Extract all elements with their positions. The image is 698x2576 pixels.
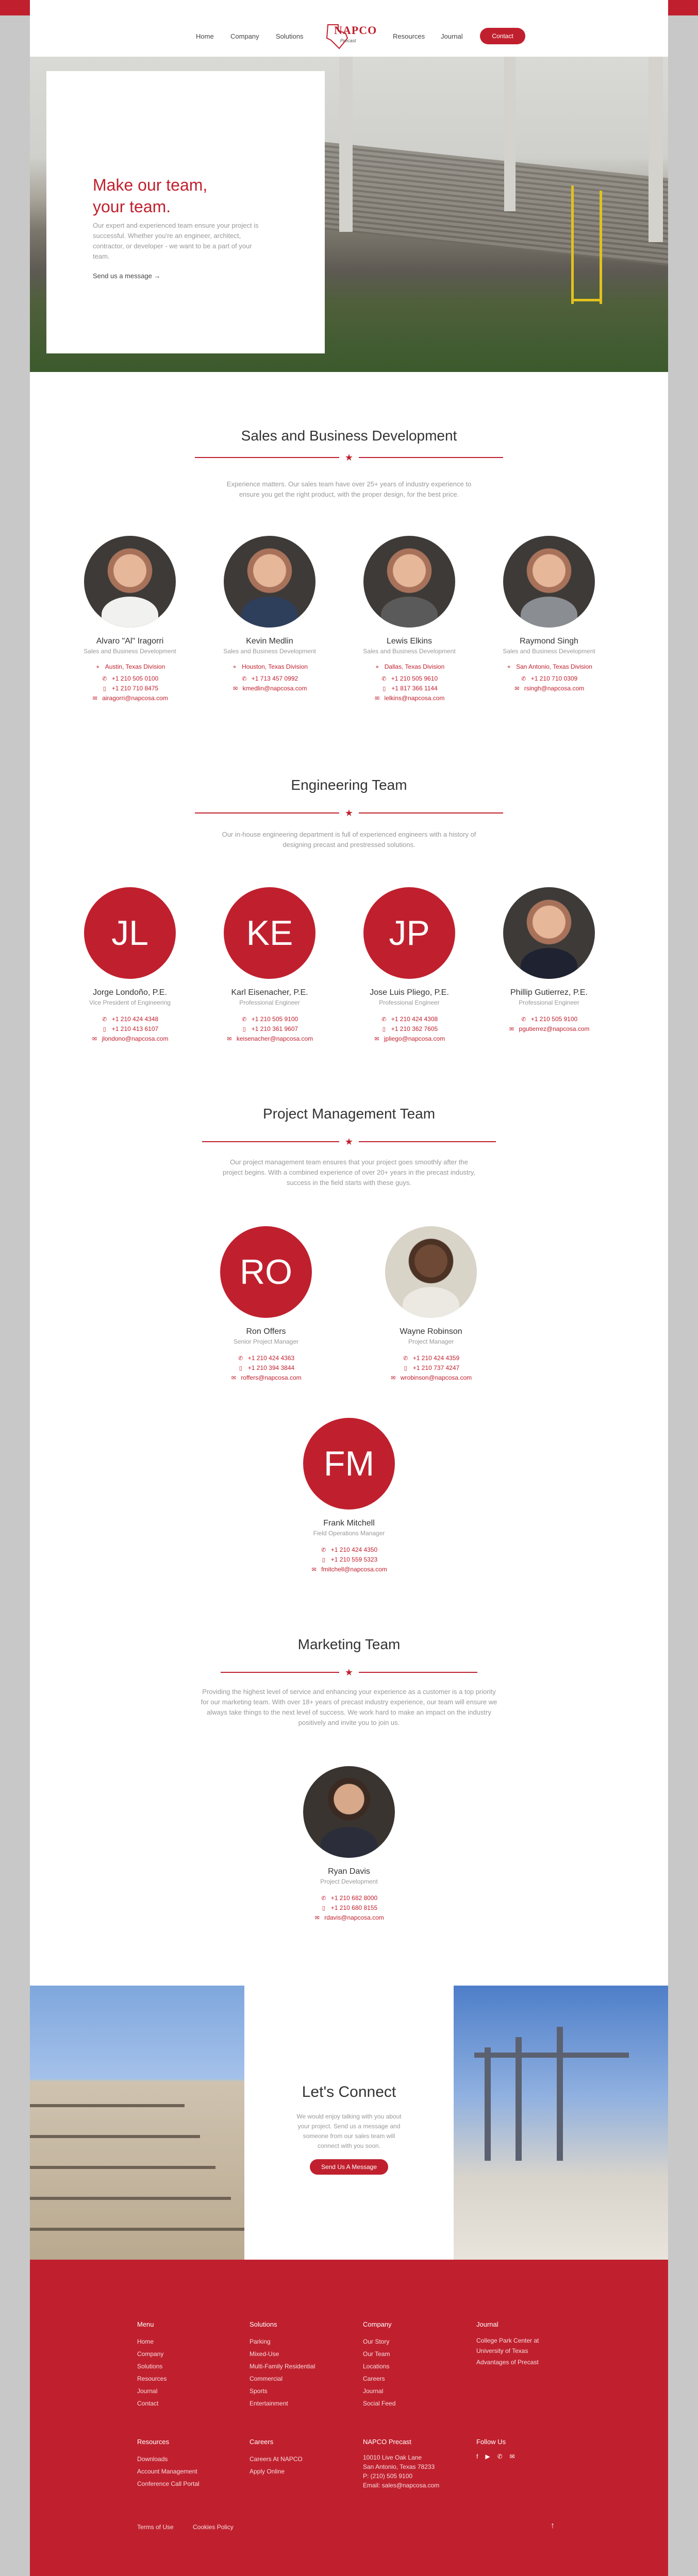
stadium-pillar	[649, 57, 663, 242]
member-name: Jose Luis Pliego, P.E.	[370, 988, 449, 997]
footer-company	[363, 2320, 395, 2410]
email-text[interactable]: keisenacher@napcosa.com	[236, 1035, 313, 1042]
footer-link[interactable]: Our Story	[363, 2338, 390, 2345]
email-icon: ✉	[231, 1375, 236, 1381]
section-divider	[202, 1137, 496, 1147]
email-icon: ✉	[232, 686, 238, 692]
logo-subtext: Precast	[340, 38, 356, 43]
email-icon: ✉	[227, 1036, 232, 1042]
member-email	[71, 1034, 189, 1044]
member-photo	[84, 536, 176, 628]
email-text[interactable]: jlondono@napcosa.com	[102, 1035, 169, 1042]
member-role: Senior Project Manager	[233, 1338, 299, 1345]
footer-link[interactable]: Company	[137, 2350, 164, 2358]
footer-follow	[476, 2438, 515, 2460]
member-phone	[490, 1014, 608, 1024]
member-name: Ryan Davis	[328, 1867, 370, 1876]
mobile-icon: ▯	[239, 1365, 242, 1371]
phone-icon: ✆	[381, 676, 387, 682]
logo-text: NAPCO	[334, 24, 377, 37]
member-email	[207, 1373, 325, 1383]
member-role: Professional Engineer	[379, 999, 440, 1006]
mobile-text[interactable]: +1 210 394 3844	[247, 1364, 295, 1371]
marketing-title: Marketing Team	[297, 1636, 401, 1652]
team-member	[71, 887, 189, 1044]
mobile-icon: ▯	[242, 1026, 246, 1032]
footer-journal	[476, 2320, 559, 2368]
footer-link[interactable]: Journal	[137, 2387, 158, 2395]
member-email	[350, 1034, 469, 1044]
nav-journal[interactable]: Journal	[441, 32, 463, 40]
phone-icon: ✆	[102, 1016, 107, 1023]
member-mobile	[350, 1024, 469, 1034]
member-mobile	[210, 1024, 329, 1034]
footer-link[interactable]: Apply Online	[250, 2468, 285, 2475]
footer-link[interactable]: Entertainment	[250, 2400, 288, 2407]
mobile-icon: ▯	[103, 686, 106, 692]
cookies-link[interactable]: Cookies Policy	[193, 2523, 234, 2531]
team-member	[71, 536, 189, 703]
youtube-icon[interactable]: ▶	[485, 2453, 490, 2460]
email-text[interactable]: rdavis@napcosa.com	[324, 1914, 384, 1921]
email-icon: ✉	[374, 1036, 379, 1042]
email-text[interactable]: pgutierrez@napcosa.com	[519, 1025, 590, 1032]
team-member	[290, 1418, 408, 1574]
member-email	[490, 1024, 608, 1034]
member-mobile	[350, 684, 469, 693]
hero-card	[46, 71, 325, 353]
phone-icon: ✆	[521, 1016, 526, 1023]
phone-text[interactable]: +1 210 505 9100	[251, 1015, 298, 1023]
member-email	[290, 1913, 408, 1923]
footer-link[interactable]: Careers	[363, 2375, 385, 2382]
phone-icon: ✆	[381, 1016, 387, 1023]
footer-link[interactable]: Advantages of Precast	[476, 2359, 539, 2366]
footer-careers	[250, 2438, 303, 2478]
member-role: Project Manager	[408, 1338, 454, 1345]
texas-star-icon: ★	[344, 1667, 354, 1677]
member-initials-avatar: JP	[363, 887, 455, 979]
mobile-icon: ▯	[382, 1026, 386, 1032]
mobile-icon: ▯	[383, 686, 386, 692]
phone-icon: ✆	[242, 676, 247, 682]
location-text[interactable]: San Antonio, Texas Division	[516, 663, 592, 670]
member-mobile	[207, 1363, 325, 1373]
email-icon[interactable]: ✉	[509, 2453, 515, 2460]
send-message-link[interactable]: Send us a message →	[93, 272, 161, 280]
member-name: Jorge Londoño, P.E.	[93, 988, 167, 997]
footer-link[interactable]: Downloads	[137, 2455, 168, 2463]
member-role: Sales and Business Development	[363, 648, 456, 655]
footer-address: San Antonio, Texas 78233	[363, 2463, 435, 2470]
member-mobile	[71, 1024, 189, 1034]
mobile-text[interactable]: +1 210 361 9607	[251, 1025, 298, 1032]
stadium-pillar	[504, 57, 516, 211]
member-email	[290, 1565, 408, 1574]
goal-post	[571, 185, 574, 304]
team-member	[350, 887, 469, 1044]
team-member	[290, 1766, 408, 1923]
footer-phone[interactable]: P: (210) 505 9100	[363, 2472, 413, 2480]
mobile-text[interactable]: +1 210 737 4247	[412, 1364, 460, 1371]
sales-description: Experience matters. Our sales team have over 25+ years of industry experience to ensure you get the right product, with the proper design, for the best price.	[226, 480, 472, 498]
phone-icon: ✆	[242, 1016, 247, 1023]
footer-resources	[137, 2438, 200, 2490]
footer-menu	[137, 2320, 167, 2410]
member-mobile	[290, 1903, 408, 1913]
footer-email[interactable]: Email: sales@napcosa.com	[363, 2482, 440, 2489]
main-nav	[30, 15, 668, 56]
member-role: Professional Engineer	[239, 999, 300, 1006]
footer-heading: NAPCO Precast	[363, 2438, 411, 2446]
map-pin-icon: ⌖	[96, 664, 99, 670]
member-phone	[210, 1014, 329, 1024]
email-icon: ✉	[391, 1375, 396, 1381]
footer-link[interactable]: Home	[137, 2338, 154, 2345]
email-icon: ✉	[509, 1026, 514, 1032]
team-member	[490, 536, 608, 693]
connect-section	[30, 1986, 668, 2260]
phone-text[interactable]: +1 210 505 0100	[111, 675, 159, 682]
member-mobile	[71, 684, 189, 693]
member-location	[71, 663, 189, 671]
footer-heading: Solutions	[250, 2320, 277, 2328]
nav-solutions[interactable]: Solutions	[276, 32, 304, 40]
phone-text[interactable]: +1 210 424 4359	[412, 1354, 460, 1362]
member-location	[490, 663, 608, 671]
nav-resources[interactable]: Resources	[393, 32, 425, 40]
footer-precast	[363, 2438, 439, 2490]
member-location	[210, 663, 329, 671]
member-name: Karl Eisenacher, P.E.	[231, 988, 308, 997]
mobile-text[interactable]: +1 210 559 5323	[330, 1556, 378, 1563]
contact-button[interactable]: Contact	[480, 28, 525, 44]
phone-text[interactable]: +1 210 424 4348	[111, 1015, 159, 1023]
facebook-icon[interactable]: f	[476, 2453, 478, 2460]
mobile-icon: ▯	[322, 1557, 325, 1563]
email-text[interactable]: wrobinson@napcosa.com	[400, 1374, 472, 1381]
phone-icon: ✆	[321, 1547, 326, 1553]
hero-title	[93, 174, 289, 217]
phone-text[interactable]: +1 210 682 8000	[330, 1894, 378, 1902]
mobile-icon: ▯	[103, 1026, 106, 1032]
member-phone	[372, 1353, 490, 1363]
location-text[interactable]: Austin, Texas Division	[105, 663, 165, 670]
footer-address: 10010 Live Oak Lane	[363, 2454, 422, 2461]
section-divider	[195, 808, 503, 818]
team-member	[372, 1226, 490, 1383]
footer-link[interactable]: Commercial	[250, 2375, 283, 2382]
texas-star-icon: ★	[344, 808, 354, 818]
footer-heading: Resources	[137, 2438, 170, 2446]
team-member	[490, 887, 608, 1034]
parking-garage-image	[30, 1986, 244, 2260]
engineering-description: Our in-house engineering department is full of experienced engineers with a history of designing precast and prestressed solutions.	[222, 831, 476, 849]
member-phone	[71, 1014, 189, 1024]
footer-heading: Menu	[137, 2320, 154, 2328]
member-initials-avatar: RO	[220, 1226, 312, 1318]
email-icon: ✉	[374, 696, 380, 702]
email-text[interactable]: fmitchell@napcosa.com	[321, 1566, 387, 1573]
phone-text[interactable]: +1 210 424 4363	[247, 1354, 295, 1362]
terms-link[interactable]: Terms of Use	[137, 2523, 174, 2531]
location-text[interactable]: Dallas, Texas Division	[384, 663, 445, 670]
map-pin-icon: ⌖	[375, 664, 379, 670]
team-member	[207, 1226, 325, 1383]
member-role: Sales and Business Development	[503, 648, 595, 655]
footer-link[interactable]: Social Feed	[363, 2400, 396, 2407]
member-name: Ron Offers	[246, 1327, 286, 1336]
member-phone	[290, 1893, 408, 1903]
member-photo	[363, 536, 455, 628]
napco-logo[interactable]	[325, 20, 389, 53]
footer-link[interactable]: Solutions	[137, 2363, 163, 2370]
footer-solutions	[250, 2320, 315, 2410]
footer-link[interactable]: Careers At NAPCO	[250, 2455, 303, 2463]
hero-text: Our expert and experienced team ensure your project is successful. Whether you're an engineer, architect, contractor, or developer - we want to be a part of your team.	[93, 222, 259, 260]
nav-company[interactable]: Company	[230, 32, 259, 40]
phone-text[interactable]: +1 713 457 0992	[251, 675, 298, 682]
member-photo	[503, 536, 595, 628]
map-pin-icon: ⌖	[507, 664, 511, 670]
mobile-text[interactable]: +1 210 362 7605	[391, 1025, 438, 1032]
texas-star-icon: ★	[344, 452, 354, 463]
team-member	[350, 536, 469, 703]
footer-link[interactable]: College Park Center at University of Texas	[476, 2337, 539, 2354]
email-icon: ✉	[92, 696, 97, 702]
member-email	[350, 693, 469, 703]
member-name: Frank Mitchell	[323, 1519, 375, 1528]
send-message-button[interactable]: Send Us A Message	[310, 2159, 388, 2175]
member-phone	[350, 1014, 469, 1024]
member-name: Alvaro "Al" Iragorri	[96, 637, 164, 646]
member-name: Phillip Gutierrez, P.E.	[510, 988, 588, 997]
email-icon: ✉	[514, 686, 520, 692]
member-photo	[303, 1766, 395, 1858]
team-member	[210, 887, 329, 1044]
mobile-text[interactable]: +1 210 710 8475	[111, 685, 159, 692]
footer	[30, 2260, 668, 2576]
footer-link[interactable]: Conference Call Portal	[137, 2480, 200, 2487]
member-email	[71, 693, 189, 703]
member-role: Project Development	[320, 1878, 378, 1885]
connect-text: We would enjoy talking with you about your project. Send us a message and someone from our sales team will connect with you soon.	[296, 2113, 402, 2149]
member-photo	[385, 1226, 477, 1318]
member-role: Field Operations Manager	[313, 1530, 385, 1537]
member-email	[372, 1373, 490, 1383]
member-phone	[71, 674, 189, 684]
member-mobile	[290, 1555, 408, 1565]
footer-heading: Company	[363, 2320, 392, 2328]
footer-link[interactable]: Journal	[363, 2387, 384, 2395]
hero-title-line2: your team.	[93, 197, 171, 216]
member-phone	[290, 1545, 408, 1555]
email-text[interactable]: rsingh@napcosa.com	[524, 685, 585, 692]
page	[30, 0, 668, 2576]
member-email	[210, 684, 329, 693]
email-text[interactable]: roffers@napcosa.com	[241, 1374, 302, 1381]
email-text[interactable]: lelkins@napcosa.com	[384, 694, 445, 702]
footer-heading: Journal	[476, 2320, 498, 2328]
member-phone	[207, 1353, 325, 1363]
footer-link[interactable]: Resources	[137, 2375, 167, 2382]
footer-link[interactable]: Multi-Family Residential	[250, 2363, 315, 2370]
phone-text[interactable]: +1 210 505 9100	[530, 1015, 578, 1023]
member-role: Vice President of Engineering	[89, 999, 171, 1006]
phone-text[interactable]: +1 210 424 4350	[330, 1546, 378, 1553]
member-name: Wayne Robinson	[400, 1327, 462, 1336]
member-name: Kevin Medlin	[246, 637, 293, 646]
engineering-title: Engineering Team	[291, 777, 407, 793]
map-pin-icon: ⌖	[232, 664, 237, 670]
member-role: Professional Engineer	[519, 999, 579, 1006]
footer-link[interactable]: Locations	[363, 2363, 390, 2370]
phone-icon: ✆	[321, 1895, 326, 1902]
email-text[interactable]: kmedlin@napcosa.com	[242, 685, 307, 692]
member-email	[490, 684, 608, 693]
phone-icon: ✆	[521, 676, 526, 682]
phone-icon[interactable]: ✆	[497, 2453, 503, 2460]
mobile-icon: ▯	[322, 1905, 325, 1911]
member-role: Sales and Business Development	[223, 648, 316, 655]
pm-title: Project Management Team	[262, 1106, 436, 1122]
phone-icon: ✆	[238, 1355, 243, 1362]
member-name: Raymond Singh	[520, 637, 578, 646]
marketing-description: Providing the highest level of service and enhancing your experience as a customer is a top priority for our marketing team. With over 18+ years of precast industry experience, our team will ensure we always take things to the next level of success. We work hard to make an impact on the industry positively and invite you to join us.	[201, 1688, 497, 1726]
footer-heading: Careers	[250, 2438, 274, 2446]
footer-link[interactable]: Contact	[137, 2400, 159, 2407]
member-role: Sales and Business Development	[84, 648, 176, 655]
email-icon: ✉	[92, 1036, 97, 1042]
hero-title-line1: Make our team,	[93, 176, 208, 194]
stadium-construction-image	[454, 1986, 668, 2260]
connect-title: Let's Connect	[302, 2083, 396, 2100]
texas-star-icon: ★	[344, 1137, 354, 1147]
phone-text[interactable]: +1 210 505 9610	[391, 675, 438, 682]
email-text[interactable]: airagorri@napcosa.com	[102, 694, 168, 702]
email-icon: ✉	[311, 1567, 317, 1573]
member-location	[350, 663, 469, 671]
member-initials-avatar: KE	[224, 887, 315, 979]
footer-link[interactable]: Our Team	[363, 2350, 390, 2358]
stadium-pillar	[339, 57, 353, 232]
member-name: Lewis Elkins	[386, 637, 433, 646]
phone-text[interactable]: +1 210 710 0309	[530, 675, 578, 682]
footer-link[interactable]: Parking	[250, 2338, 271, 2345]
location-text[interactable]: Houston, Texas Division	[242, 663, 308, 670]
mobile-text[interactable]: +1 210 680 8155	[330, 1904, 378, 1911]
phone-icon: ✆	[403, 1355, 408, 1362]
scroll-top-arrow-icon[interactable]: ↑	[551, 2521, 555, 2530]
nav-home[interactable]: Home	[196, 32, 214, 40]
phone-icon: ✆	[102, 676, 107, 682]
member-photo	[503, 887, 595, 979]
team-member	[210, 536, 329, 693]
email-text[interactable]: jpliego@napcosa.com	[384, 1035, 445, 1042]
footer-link[interactable]: Mixed-Use	[250, 2350, 279, 2358]
member-initials-avatar: FM	[303, 1418, 395, 1510]
footer-link[interactable]: Account Management	[137, 2468, 197, 2475]
pm-description: Our project management team ensures that your project goes smoothly after the project begins. With a combined experience of over 20+ years in the precast industry, success in the field starts with these guys.	[222, 1158, 476, 1187]
footer-heading: Follow Us	[476, 2438, 506, 2446]
goal-post	[600, 191, 602, 304]
sales-title: Sales and Business Development	[241, 428, 457, 444]
hero-section	[30, 57, 668, 372]
member-phone	[350, 674, 469, 684]
member-phone	[490, 674, 608, 684]
mobile-text[interactable]: +1 210 413 6107	[111, 1025, 159, 1032]
member-email	[210, 1034, 329, 1044]
mobile-icon: ▯	[404, 1365, 407, 1371]
member-mobile	[372, 1363, 490, 1373]
phone-text[interactable]: +1 210 424 4308	[391, 1015, 438, 1023]
stadium-stands-image	[319, 141, 668, 265]
goal-post	[571, 299, 602, 301]
member-photo	[224, 536, 315, 628]
member-phone	[210, 674, 329, 684]
footer-link[interactable]: Sports	[250, 2387, 268, 2395]
email-icon: ✉	[314, 1915, 320, 1921]
section-divider	[195, 452, 503, 463]
mobile-text[interactable]: +1 817 366 1144	[391, 685, 438, 692]
member-initials-avatar: JL	[84, 887, 176, 979]
section-divider	[221, 1667, 477, 1677]
